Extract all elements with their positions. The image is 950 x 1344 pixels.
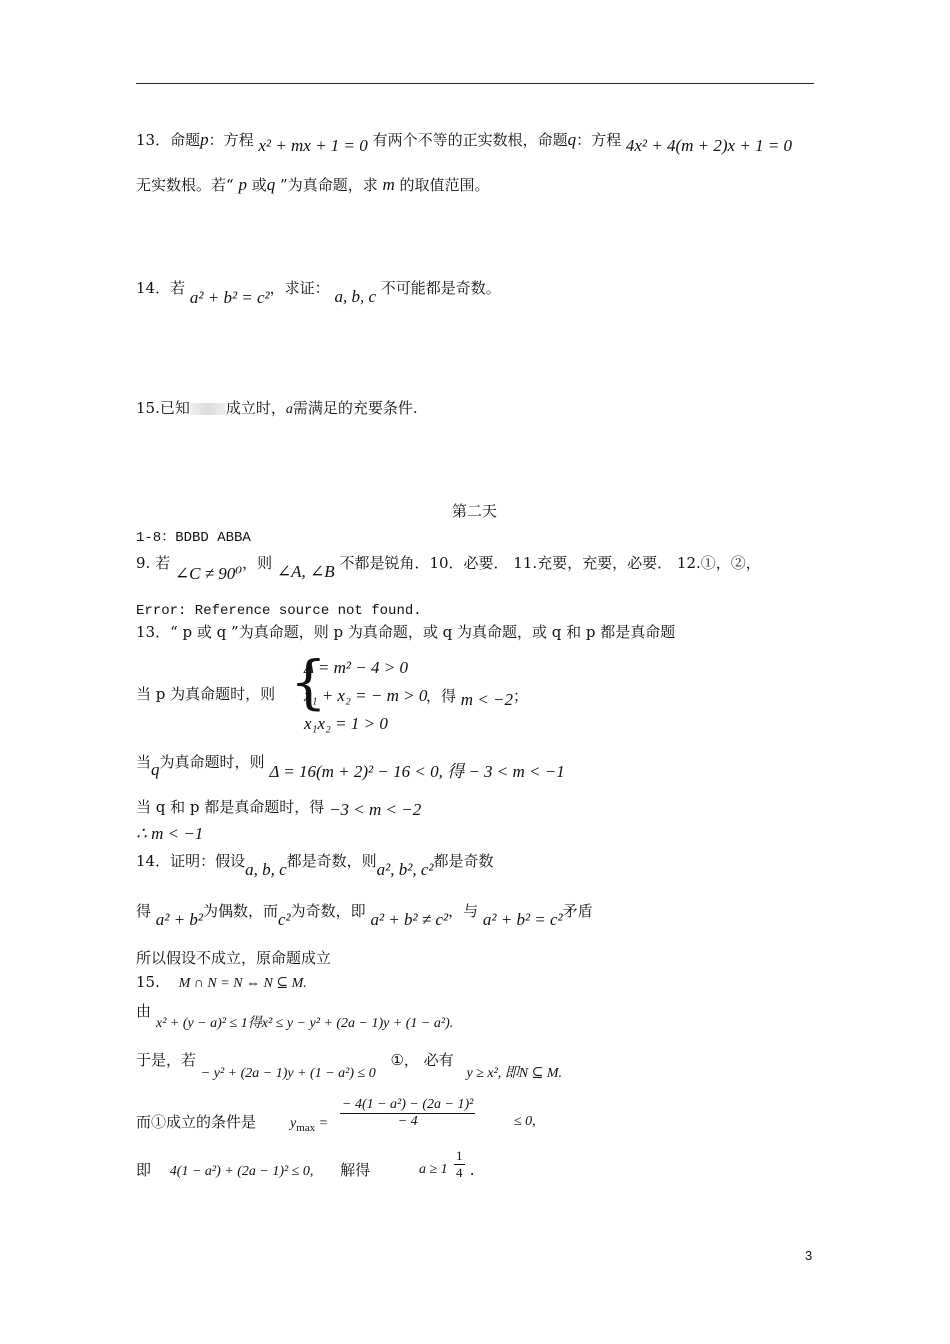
q14-equation: a² + b² = c² (189, 288, 270, 307)
q14-vars: a, b, c (334, 287, 376, 306)
page-number: 3 (805, 1248, 813, 1263)
error-text: Error: Reference source not found. (136, 603, 422, 619)
a14-squares: a², b², c² (376, 860, 434, 879)
a13-case-q (136, 752, 565, 781)
q13-colon: ：方程 (208, 131, 254, 149)
a14-l2-eq1: a² + b² (155, 910, 203, 929)
a14-mid: 都是奇数，则 (286, 852, 377, 870)
a15-sol-res: a ≥ 1 (419, 1162, 448, 1177)
q15-tail: 成立时， (225, 399, 286, 417)
q13-q: q (567, 130, 577, 149)
a15-eq1: x² + (y − a)² ≤ 1得x² ≤ y − y² + (2a − 1)y + (1 − a²). (156, 1016, 454, 1031)
a13-system-eq1: Δ = m² − 4 > 0 (304, 658, 408, 677)
a13-res-end: ； (513, 687, 529, 705)
a9-equation: ∠C ≠ 90⁰ (174, 564, 243, 583)
header-rule (136, 83, 814, 84)
answers-9-12 (136, 553, 761, 583)
a14-l2-tail: 矛盾 (562, 902, 593, 920)
a15-then-eq: − y² + (2a − 1)y + (1 − a²) ≤ 0 (200, 1066, 376, 1081)
a15-ymax-sub: max (296, 1121, 316, 1134)
a13-both-res: −3 < m < −2 (329, 800, 422, 819)
a14-l2-eq3: a² + b² ≠ c² (370, 910, 449, 929)
a14-line1 (136, 851, 494, 879)
a15-frac-num: − 4(1 − a²) − (2a − 1)² (342, 1097, 474, 1112)
a13-case-q-pre: 当 (136, 753, 152, 771)
a13-system-eq3: x₁x₂ = 1 > 0 (304, 714, 388, 733)
a15-ymax-y: y (290, 1116, 297, 1131)
a13-case-p-pre: 当 p 为真命题时，则 (136, 685, 276, 703)
a14-tail: 都是奇数 (433, 852, 494, 870)
a13-final: ∴ m < −1 (136, 824, 204, 843)
a14-l2-m3: ，与 (448, 902, 479, 920)
blurred-formula-image (190, 403, 226, 415)
q15-line (136, 398, 418, 420)
a15-sol-fraction (454, 1148, 465, 1181)
a13-case-q-eq: Δ = 16(m + 2)² − 16 < 0, 得 − 3 < m < −1 (269, 762, 565, 781)
q15-tail2: 需满足的充要条件. (292, 399, 418, 417)
a14-pre: 14．证明：假设 (136, 852, 246, 870)
a15-sol-pre: 即 (136, 1161, 152, 1179)
a15-sol-end: . (470, 1160, 475, 1179)
a9-pre: 9. 若 (136, 554, 171, 572)
q13-line2 (136, 175, 490, 195)
a15-sol-eq: 4(1 − a²) + (2a − 1)² ≤ 0, (169, 1164, 314, 1179)
a14-l2-eq2: c² (277, 910, 291, 929)
a14-vars: a, b, c (245, 860, 287, 879)
a13-case-p-result (426, 686, 529, 709)
a14-l2-pre: 得 (136, 902, 152, 920)
a15-fraction (340, 1097, 475, 1130)
a15-solve (136, 1160, 370, 1182)
q13-line1 (136, 130, 793, 155)
day2-title: 第二天 (452, 502, 498, 520)
q13-line2-b: ”为真命题，求 (280, 176, 378, 194)
q14-line (136, 278, 501, 307)
a15-number: 15. (136, 973, 160, 991)
a13-line1: 13．“ p 或 q ”为真命题，则 p 为真命题，或 q 为真命题，或 q 和 p 都是真命题 (136, 623, 676, 641)
a13-system-eq2: x₁ + x₂ = − m > 0 (304, 686, 428, 705)
q14-number: 14．若 (136, 279, 186, 297)
q13-number: 13．命题 (136, 131, 201, 149)
q13-line2-p: p (238, 175, 247, 194)
a15-cond-tail: ≤ 0, (514, 1114, 536, 1129)
a15-then-pre: 于是，若 (136, 1051, 197, 1069)
a15-cond-pre: 而①成立的条件是 (136, 1113, 257, 1131)
a15-sol-mid: 解得 (340, 1161, 371, 1179)
q13-line2-a: 无实数根。若“ (136, 176, 234, 194)
a14-l2-m2: 为奇数，即 (290, 902, 366, 920)
q13-p: p (200, 130, 209, 149)
a13-case-q-var: q (151, 760, 160, 779)
q13-line2-q: q (266, 175, 276, 194)
answers-1-8: 1-8：BDBD ABBA (136, 530, 251, 546)
a15-by: 由 (136, 1002, 152, 1020)
a15-cond (136, 1112, 256, 1132)
q13-mid-text: 有两个不等的正实数根，命题 (372, 131, 568, 149)
a13-case-p (136, 684, 275, 704)
q13-line2-or: 或 (251, 176, 267, 194)
a9-mid: ，则 (242, 554, 273, 572)
a13-both (136, 797, 421, 817)
a14-line2 (136, 901, 593, 929)
a14-l2-eq4: a² + b² = c² (482, 910, 563, 929)
a9-angles: ∠A, ∠B (276, 562, 335, 581)
a15-sol-frac-num: 1 (456, 1148, 463, 1163)
a9-tail: 不都是锐角．10．必要． 11.充要，充要，必要． 12.①，②， (339, 554, 761, 572)
a15-then (136, 1050, 563, 1081)
a14-l2-m1: 为偶数，而 (202, 902, 278, 920)
a13-res: m < −2 (460, 690, 514, 709)
q13-line2-c: 的取值范围。 (399, 176, 490, 194)
a13-res-pre: ，得 (426, 687, 457, 705)
a15-ymax: $y_{max}$ = (290, 1116, 329, 1134)
a15-line1 (136, 972, 307, 994)
a14-conclusion: 所以假设不成立，原命题成立 (136, 949, 332, 967)
q14-tail: 不可能都是奇数。 (380, 279, 501, 297)
a15-frac-den: − 4 (397, 1114, 418, 1129)
a15-then-res: y ≥ x², 即N ⊆ M. (466, 1066, 563, 1081)
a15-sol-frac-den: 4 (456, 1165, 463, 1180)
q13-colon2: ：方程 (576, 131, 622, 149)
a15-set: M ∩ N = N ⇔ N ⊆ M. (178, 976, 307, 991)
q14-mid: ，求证： (269, 279, 330, 297)
q13-line2-m: m (382, 175, 395, 194)
q15-a: a (285, 402, 293, 417)
a13-case-q-mid: 为真命题时，则 (159, 753, 265, 771)
q13-equation-q: 4x² + 4(m + 2)x + 1 = 0 (625, 136, 793, 155)
a13-both-pre: 当 q 和 p 都是真命题时，得 (136, 798, 325, 816)
system-brace: { (290, 648, 327, 716)
q15-number: 15.已知 (136, 399, 190, 417)
q13-equation-p: x² + mx + 1 = 0 (258, 136, 368, 155)
a15-then-mark: ①， 必有 (390, 1051, 454, 1069)
